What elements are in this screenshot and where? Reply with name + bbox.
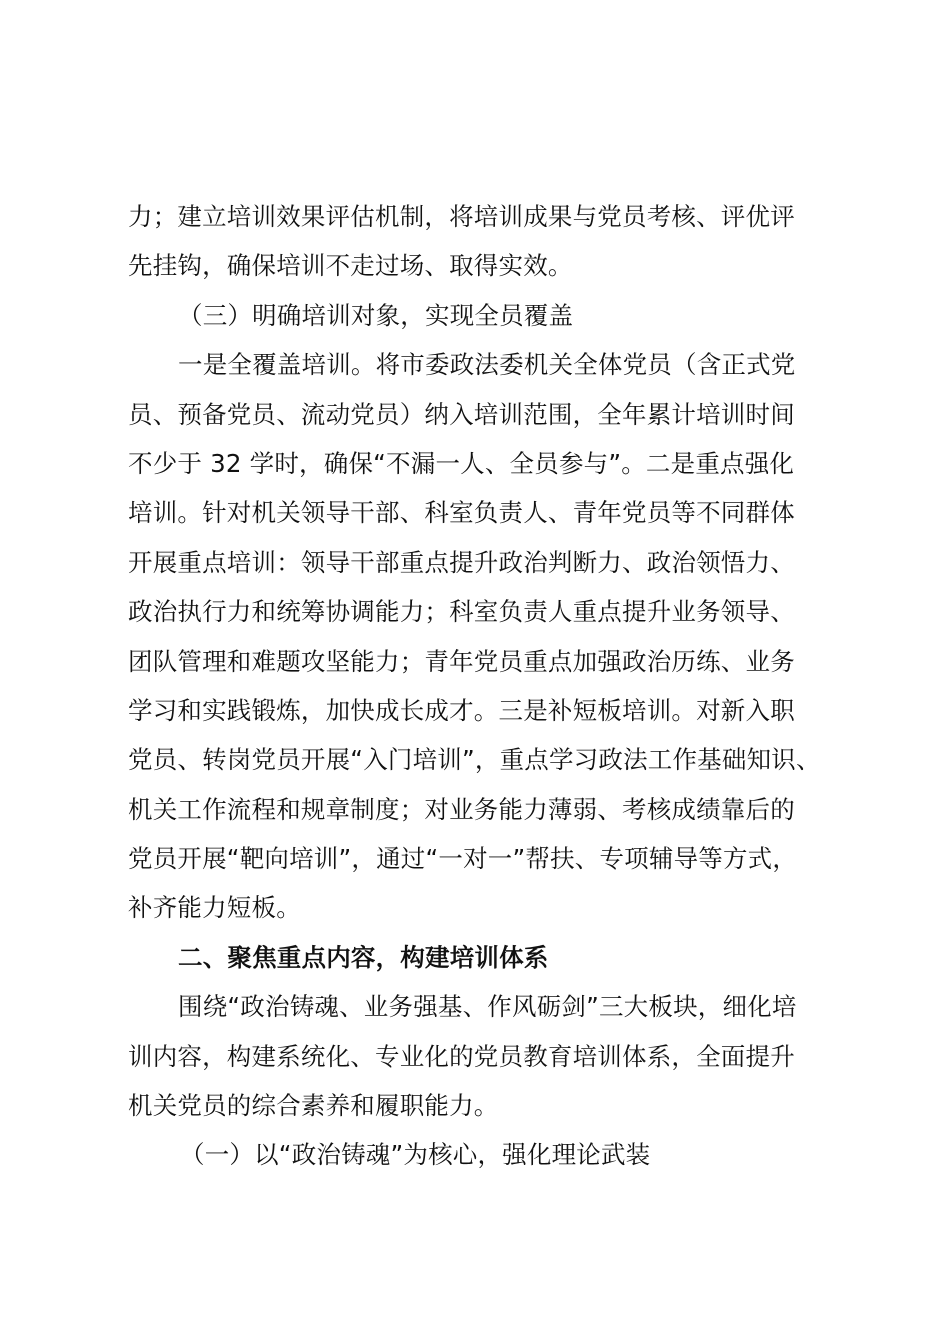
section-heading: 二、聚焦重点内容，构建培训体系 <box>178 942 549 972</box>
paragraph-line: 力；建立培训效果评估机制，将培训成果与党员考核、评优评 <box>128 202 795 231</box>
document-body <box>128 192 828 1180</box>
paragraph-line: 党员开展“靶向培训”，通过“一对一”帮扶、专项辅导等方式， <box>128 844 798 874</box>
section-subheading: （一）以“政治铸魂”为核心，强化理论武装 <box>180 1140 651 1170</box>
paragraph-line: 培训。针对机关领导干部、科室负责人、青年党员等不同群体 <box>128 498 795 528</box>
paragraph-line: 开展重点培训：领导干部重点提升政治判断力、政治领悟力、 <box>128 547 795 577</box>
paragraph-line: 不少于 32 学时，确保“不漏一人、全员参与”。二是重点强化 <box>128 448 795 478</box>
paragraph-line: 党员、转岗党员开展“入门培训”，重点学习政法工作基础知识、 <box>128 745 821 775</box>
paragraph-line: 一是全覆盖培训。将市委政法委机关全体党员（含正式党 <box>178 350 796 380</box>
paragraph-line: 补齐能力短板。 <box>128 893 301 923</box>
paragraph-line: 学习和实践锻炼，加快成长成才。三是补短板培训。对新入职 <box>128 695 795 725</box>
paragraph-line: 先挂钩，确保培训不走过场、取得实效。 <box>128 251 573 281</box>
paragraph-line: 员、预备党员、流动党员）纳入培训范围，全年累计培训时间 <box>128 399 795 429</box>
paragraph-line: 训内容，构建系统化、专业化的党员教育培训体系，全面提升 <box>128 1041 795 1071</box>
paragraph-line: 机关党员的综合素养和履职能力。 <box>128 1091 499 1121</box>
paragraph-line: 政治执行力和统筹协调能力；科室负责人重点提升业务领导、 <box>128 597 795 627</box>
section-subheading: （三）明确培训对象，实现全员覆盖 <box>178 300 574 330</box>
paragraph-line: 围绕“政治铸魂、业务强基、作风砺剑”三大板块，细化培 <box>178 992 797 1022</box>
paragraph-line: 团队管理和难题攻坚能力；青年党员重点加强政治历练、业务 <box>128 646 795 676</box>
paragraph-line: 机关工作流程和规章制度；对业务能力薄弱、考核成绩靠后的 <box>128 794 795 824</box>
